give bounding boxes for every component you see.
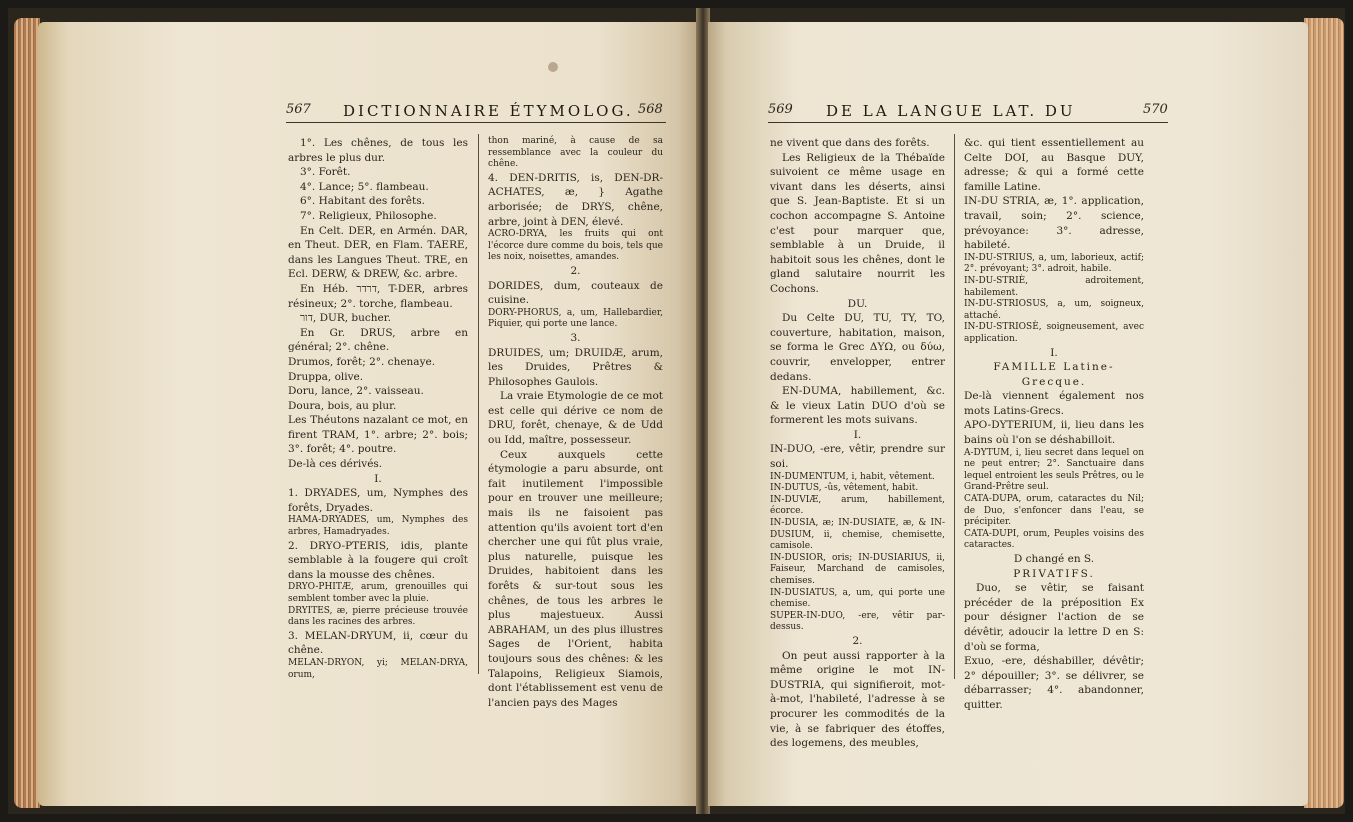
page-stain bbox=[548, 62, 558, 72]
text-line: IN-DUSIA, æ; IN-DUSIATE, æ, & IN-DUSIUM, ii, chemise, chemisette, camisole. bbox=[770, 518, 945, 552]
text-line: DORY-PHORUS, a, um, Hallebardier, Piquier, qui porte une lance. bbox=[488, 307, 663, 330]
text-line: 1. DRYADES, um, Nymphes des forêts, Dryades. bbox=[288, 487, 468, 514]
header-rule bbox=[768, 122, 1168, 123]
text-line: DRUIDES, um; DRUIDÆ, arum, les Druides, Prêtres & Philosophes Gaulois. bbox=[488, 346, 663, 388]
text-line: 6°. Habitant des forêts. bbox=[300, 195, 425, 208]
right-page-column-2 bbox=[964, 136, 1144, 713]
text-line: En Gr. DRUS, arbre en général; 2°. chêne. bbox=[288, 326, 468, 354]
section-number: I. bbox=[1050, 346, 1058, 359]
text-line: IN-DU-STRIOSÈ, soigneusement, avec application. bbox=[964, 322, 1144, 344]
text-line: En Celt. DER, en Armén. DAR, en Theut. DER, en Flam. TAERE, dans les Langues Theut. TRE, en Ecl. DERW, & DREW, &c. arbre. bbox=[288, 224, 468, 281]
right-page-edges bbox=[1304, 18, 1344, 808]
text-line: HAMA-DRYADES, um, Nymphes des arbres, Hamadryades. bbox=[288, 515, 468, 538]
left-page-edges bbox=[14, 18, 40, 808]
text-line: Drumos, forêt; 2°. chenaye. bbox=[288, 355, 436, 368]
text-line: 3°. Forêt. bbox=[300, 166, 351, 179]
text-line: Doura, bois, au plur. bbox=[288, 399, 397, 412]
text-line: Duo, se vêtir, se faisant précéder de la préposition Ex pour désigner l'action de se dévêtir, adoucir la lettre D en S: d'où se forma, bbox=[964, 582, 1144, 653]
text-line: On peut aussi rapporter à la même origine le mot IN-DUSTRIA, qui signifieroit, mot-à-mot, l'habileté, l'adresse à se procurer les commodités de la vie, à se fabriquer des étoffes, des logemens, des meubles, bbox=[770, 649, 945, 750]
text-line: Exuo, -ere, déshabiller, dévêtir; 2° dépouiller; 3°. se délivrer, se débarrasser; 4°. abandonner, quitter. bbox=[964, 655, 1144, 711]
section-heading: D changé en S. bbox=[1013, 553, 1095, 565]
text-line: IN-DU-STRIUS, a, um, laborieux, actif; 2°. prévoyant; 3°. adroit, habile. bbox=[964, 252, 1144, 275]
text-line: 3. MELAN-DRYUM, ii, cœur du chêne. bbox=[288, 629, 468, 657]
left-page-column-2 bbox=[488, 136, 663, 710]
text-line: 2. DRYO-PTERIS, idis, plante semblable à la fougere qui croît dans la mousse des chênes. bbox=[288, 539, 468, 581]
text-line: De-là ces dérivés. bbox=[288, 458, 383, 471]
text-line: thon mariné, à cause de sa ressemblance avec la couleur du chêne. bbox=[488, 136, 663, 170]
section-number: 3. bbox=[570, 331, 581, 344]
text-line: IN-DUVIÆ, arum, habillement, écorce. bbox=[770, 494, 945, 517]
text-line: ACRO-DRYA, les fruits qui ont l'écorce dure comme du bois, tels que les noix, noisettes, amandes. bbox=[488, 229, 663, 263]
section-number: 2. bbox=[852, 634, 863, 647]
section-number: I. bbox=[853, 428, 862, 441]
text-line: DRYITES, æ, pierre précieuse trouvée dans les racines des arbres. bbox=[288, 605, 468, 628]
text-line: 4°. Lance; 5°. flambeau. bbox=[300, 180, 429, 193]
text-line: DORIDES, dum, couteaux de cuisine. bbox=[488, 279, 663, 307]
text-line: De-là viennent également nos mots Latins-Grecs. bbox=[964, 390, 1144, 417]
text-line: IN-DUTUS, -ûs, vêtement, habit. bbox=[770, 483, 919, 494]
text-line: CATA-DUPA, orum, cataractes du Nil; de Duo, s'enfoncer dans l'eau, se précipiter. bbox=[964, 494, 1144, 528]
open-book bbox=[8, 8, 1345, 814]
text-line: DRYO-PHITÆ, arum, grenouilles qui semblent tomber avec la pluie. bbox=[288, 582, 468, 604]
right-page-column-1 bbox=[770, 136, 945, 751]
header-rule bbox=[286, 122, 666, 123]
section-heading: FAMILLE Latine-Grecque. bbox=[993, 361, 1115, 388]
section-heading: PRIVATIFS. bbox=[1013, 567, 1095, 580]
page-number: 570 bbox=[1143, 102, 1168, 117]
left-page bbox=[38, 22, 698, 806]
text-line: Doru, lance, 2°. vaisseau. bbox=[288, 385, 424, 398]
running-header: DICTIONNAIRE ÉTYMOLOG. bbox=[343, 102, 634, 120]
text-line: Les Religieux de la Thébaïde suivoient ce même usage en vivant dans les déserts, ainsi que S. Jean-Baptiste. Et si un cochon accompagne S. Antoine c'est pour marquer que, semblable à un Druide, il habitoit sous les chênes, dont le gland salutaire nourrit les Cochons. bbox=[770, 151, 945, 295]
section-number: 2. bbox=[570, 264, 581, 277]
page-number: 569 bbox=[768, 102, 793, 117]
left-page-column-1 bbox=[288, 136, 468, 681]
column-divider bbox=[478, 134, 479, 674]
text-line: Les Théutons nazalant ce mot, en firent TRAM, 1°. arbre; 2°. bois; 3°. forêt; 4°. poutre. bbox=[288, 414, 468, 456]
text-line: CATA-DUPI, orum, Peuples voisins des cataractes. bbox=[964, 528, 1144, 551]
text-line: ne vivent que dans des forêts. bbox=[770, 137, 930, 149]
text-line: En Héb. ‏דרדר‎, T-DER, arbres résineux; 2°. torche, flambeau. bbox=[288, 282, 468, 310]
running-header: DE LA LANGUE LAT. DU bbox=[826, 102, 1076, 120]
text-line: La vraie Etymologie de ce mot est celle qui dérive ce nom de DRU, forêt, chenaye, & de Udd ou Idd, maître, possesseur. bbox=[488, 390, 663, 447]
text-line: 4. DEN-DRITIS, is, DEN-DR-ACHATES, æ, } Agathe arborisée; de DRYS, chêne, arbre, joint à DEN, élevé. bbox=[488, 171, 663, 228]
text-line: IN-DU-STRIÈ, adroitement, habilement. bbox=[964, 275, 1144, 298]
text-line: IN-DUMENTUM, i, habit, vêtement. bbox=[770, 471, 935, 482]
text-line: IN-DUO, -ere, vêtir, prendre sur soi. bbox=[770, 443, 945, 471]
text-line: Du Celte DU, TU, TY, TO, couverture, habitation, maison, se forma le Grec ΔΥΩ, ou δύω, couvrir, envelopper, entrer dedans. bbox=[770, 312, 945, 383]
text-line: 7°. Religieux, Philosophe. bbox=[300, 209, 437, 222]
text-line: IN-DU STRIA, æ, 1°. application, travail, soin; 2°. science, prévoyance: 3°. adresse, habileté. bbox=[964, 195, 1144, 252]
text-line: MELAN-DRYON, yi; MELAN-DRYA, orum, bbox=[288, 657, 468, 680]
column-divider bbox=[954, 134, 955, 679]
text-line: A-DYTUM, i, lieu secret dans lequel on ne peut entrer; 2°. Sanctuaire dans lequel entroient les seuls Prêtres, ou le Grand-Prêtre seul. bbox=[964, 447, 1144, 493]
text-line: 1°. Les chênes, de tous les arbres le plus dur. bbox=[288, 137, 468, 164]
text-line: IN-DUSIOR, oris; IN-DUSIARIUS, ii, Faiseur, Marchand de camisoles, chemises. bbox=[770, 552, 945, 586]
text-line: Ceux auxquels cette étymologie a paru absurde, ont fait inutilement l'impossible pour en trouver une meilleure; mais ils ne faisoient pas attention qu'ils avoient tort d'en chercher une qui fût plus vraie, plus naturelle, puisque les Druides, habitoient dans les forêts & sur-tout sous les chênes, de tous les arbres le plus majestueux. Aussi ABRAHAM, un des plus illustres Sages de l'Orient, habita toujours sous des chênes: & les Talapoins, Religieux Siamois, dont l'établissement est venu de l'ancien pays des Mages bbox=[488, 448, 663, 709]
text-line: APO-DYTERIUM, ii, lieu dans les bains où l'on se déshabilloit. bbox=[964, 419, 1144, 447]
page-number: 567 bbox=[286, 102, 311, 117]
text-line: EN-DUMA, habillement, &c. & le vieux Latin DUO d'où se formerent les mots suivans. bbox=[770, 385, 945, 427]
section-number: I. bbox=[374, 472, 382, 485]
text-line: Druppa, olive. bbox=[288, 370, 364, 383]
text-line: SUPER-IN-DUO, -ere, vêtir par-dessus. bbox=[770, 610, 945, 633]
section-heading: DU. bbox=[847, 297, 868, 310]
right-page bbox=[708, 22, 1308, 806]
page-number: 568 bbox=[638, 102, 663, 117]
text-line: IN-DUSIATUS, a, um, qui porte une chemise. bbox=[770, 587, 945, 610]
text-line: IN-DU-STRIOSUS, a, um, soigneux, attaché. bbox=[964, 299, 1144, 321]
text-line: &c. qui tient essentiellement au Celte DOI, au Basque DUY, adresse; & qui a formé cette famille Latine. bbox=[964, 137, 1144, 193]
text-line: ‏דור‎, DUR, bucher. bbox=[300, 312, 391, 325]
